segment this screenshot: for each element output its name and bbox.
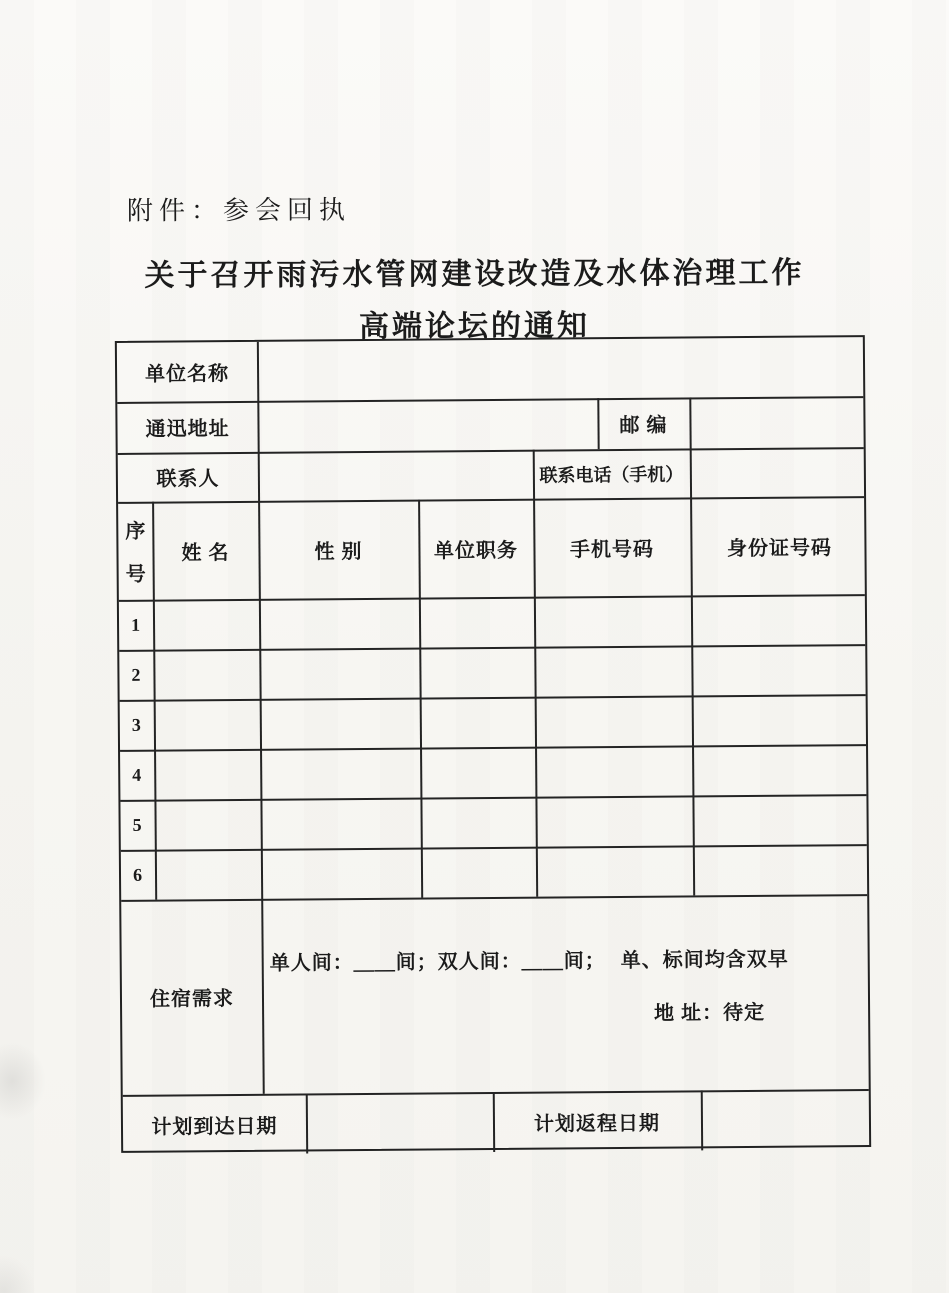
arrival-date-label: 计划到达日期: [151, 1115, 278, 1139]
accommodation-label: 住宿需求: [149, 988, 235, 1011]
header-mobile: 手机号码: [569, 538, 655, 561]
grid-line: [121, 844, 867, 852]
header-seq-no: [118, 502, 153, 600]
header-id-number: 身份证号码: [726, 536, 833, 560]
header-name: 姓 名: [181, 541, 230, 564]
contact-phone-value-cell: [690, 447, 868, 497]
accommodation-rooms-line: 单人间：＿＿间；双人间：＿＿间；: [269, 950, 606, 975]
contact-person-label: 联系人: [156, 468, 220, 491]
attendee-row-number: 5: [132, 814, 143, 835]
scan-smudge: [0, 1042, 46, 1120]
postal-code-value-cell: [689, 396, 867, 448]
grid-line: [120, 744, 866, 752]
unit-name-label: 单位名称: [145, 363, 230, 386]
header-gender: 性 别: [314, 540, 363, 563]
postal-code-label: 邮 编: [619, 414, 668, 437]
address-value-cell: [257, 398, 597, 452]
attendee-row-number: 6: [132, 864, 144, 885]
accommodation-note-breakfast: 单、标间均含双早: [620, 948, 789, 973]
attendee-row-number: 2: [131, 664, 142, 685]
attachment-label: 附件：参会回执: [126, 195, 352, 226]
attendee-row-number: 1: [130, 614, 142, 635]
scan-smudge: [0, 1255, 36, 1293]
contact-phone-label: 联系电话（手机）: [539, 463, 684, 486]
attendee-row-number: 4: [132, 764, 143, 785]
grid-line: [119, 644, 865, 652]
return-date-value-cell: [701, 1089, 873, 1150]
return-date-label: 计划返程日期: [533, 1112, 661, 1136]
document-title-line2: 高端论坛的通知: [358, 309, 591, 344]
header-seq-bottom: 号: [125, 563, 146, 586]
arrival-date-value-cell: [306, 1092, 493, 1153]
header-position: 单位职务: [433, 539, 519, 562]
grid-line: [120, 794, 866, 802]
attendee-row-number: 3: [131, 714, 142, 735]
unit-name-value-cell: [257, 337, 867, 401]
grid-line: [120, 694, 866, 702]
address-label: 通迅地址: [145, 418, 230, 441]
reply-form-table: [115, 335, 871, 1153]
document-title-line1: 关于召开雨污水管网建设改造及水体治理工作: [144, 256, 805, 293]
header-seq-top: 序: [125, 521, 146, 544]
accommodation-note-address: 地 址：待定: [654, 1001, 766, 1025]
contact-person-value-cell: [258, 450, 533, 501]
